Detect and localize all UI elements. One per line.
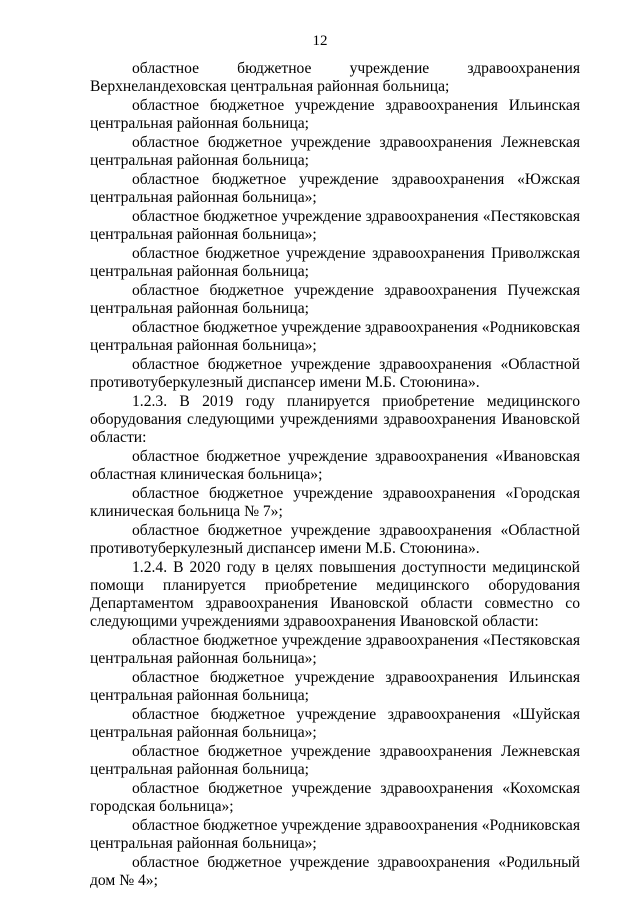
section-paragraph: 1.2.4. В 2020 году в целях повышения доступности медицинской помощи планируется приобретение медицинского оборудования Департаментом здравоохранения Ивановской области совместно со следующими учреждениями здравоохранения Ивановской области: <box>90 559 580 630</box>
section-paragraph: 1.2.3. В 2019 году планируется приобретение медицинского оборудования следующими учреждениями здравоохранения Ивановской области: <box>90 393 580 446</box>
paragraph: областное бюджетное учреждение здравоохранения «Южская центральная районная больница»; <box>90 171 580 206</box>
paragraph: областное бюджетное учреждение здравоохранения Лежневская центральная районная больница; <box>90 134 580 169</box>
paragraph: областное бюджетное учреждение здравоохранения Лежневская центральная районная больница; <box>90 743 580 778</box>
paragraph: областное бюджетное учреждение здравоохранения «Областной противотуберкулезный диспансер имени М.Б. Стоюнина». <box>90 522 580 557</box>
paragraph: областное бюджетное учреждение здравоохранения «Родниковская центральная районная больница»; <box>90 817 580 852</box>
paragraph: областное бюджетное учреждение здравоохранения «Родниковская центральная районная больница»; <box>90 319 580 354</box>
paragraph: областное бюджетное учреждение здравоохранения «Городская клиническая больница № 7»; <box>90 485 580 520</box>
paragraph: областное бюджетное учреждение здравоохранения «Шуйская центральная районная больница»; <box>90 706 580 741</box>
paragraph: областное бюджетное учреждение здравоохранения «Пестяковская центральная районная больница»; <box>90 632 580 667</box>
paragraph: областное бюджетное учреждение здравоохранения «Ивановская областная клиническая больница»; <box>90 448 580 483</box>
paragraph: областное бюджетное учреждение здравоохранения Ильинская центральная районная больница; <box>90 669 580 704</box>
paragraph: областное бюджетное учреждение здравоохранения «Пестяковская центральная районная больница»; <box>90 208 580 243</box>
paragraph: областное бюджетное учреждение здравоохранения «Родильный дом № 4»; <box>90 854 580 889</box>
paragraph: областное бюджетное учреждение здравоохранения Ильинская центральная районная больница; <box>90 97 580 132</box>
page-number: 12 <box>312 33 328 49</box>
document-body <box>90 60 580 891</box>
paragraph: областное бюджетное учреждение здравоохранения «Областной противотуберкулезный диспансер имени М.Б. Стоюнина». <box>90 356 580 391</box>
paragraph: областное бюджетное учреждение здравоохранения Пучежская центральная районная больница; <box>90 282 580 317</box>
paragraph: областное бюджетное учреждение здравоохранения Верхнеландеховская центральная районная больница; <box>90 60 580 95</box>
paragraph: областное бюджетное учреждение здравоохранения «Кохомская городская больница»; <box>90 780 580 815</box>
paragraph: областное бюджетное учреждение здравоохранения Приволжская центральная районная больница; <box>90 245 580 280</box>
